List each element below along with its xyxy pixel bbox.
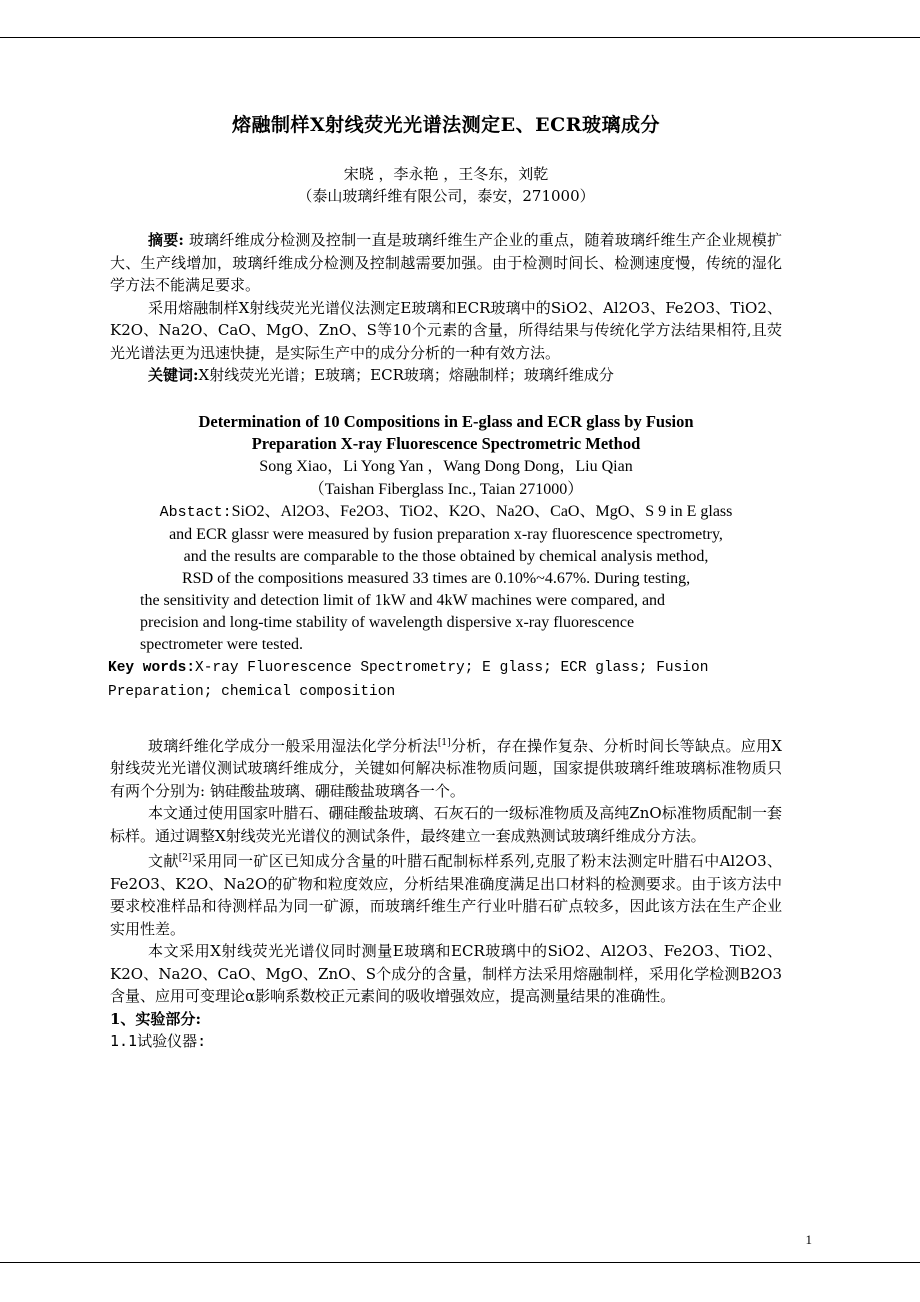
abstract-en-label: Abstact: [159, 503, 232, 521]
citation-1: [1] [437, 737, 451, 748]
paper-title-cn: 熔融制样X射线荧光光谱法测定E、ECR玻璃成分 [231, 114, 661, 136]
authors-en: Song Xiao，Li Yong Yan ，Wang Dong Dong，Liu Qian [259, 457, 633, 475]
header-rule [0, 37, 920, 38]
abstract-cn-p1 [110, 229, 782, 297]
keywords-en-text: X-ray Fluorescence Spectrometry; E glass; ECR glass; Fusion Preparation; chemical composition [108, 659, 709, 700]
body-p3 [110, 847, 782, 940]
abstract-cn-p2: 采用熔融制样X射线荧光光谱仪法测定E玻璃和ECR玻璃中的SiO2、Al2O3、Fe2O3、TiO2、K2O、Na2O、CaO、MgO、ZnO、S等10个元素的含量，所得结果与传统化学方法结果相符,且荧光光谱法更为迅速快捷，是实际生产中的成分分析的一种有效方法。 [110, 298, 782, 362]
footer-rule [0, 1262, 920, 1263]
body-p4: 本文采用X射线荧光光谱仪同时测量E玻璃和ECR玻璃中的SiO2、Al2O3、Fe2O3、TiO2、K2O、Na2O、CaO、MgO、ZnO、S个成分的含量，制样方法采用熔融制样，采用化学检测B2O3含量、应用可变理论α影响系数校正元素间的吸收增强效应，提高测量结果的准确性。 [110, 942, 782, 1005]
abstract-en-line7: spectrometer were tested. [140, 635, 304, 653]
abstract-cn-label: 摘要: [148, 231, 184, 249]
title-en-line2: Preparation X-ray Fluorescence Spectrometric Method [251, 433, 641, 453]
abstract-cn-p1-text: 玻璃纤维成分检测及控制一直是玻璃纤维生产企业的重点，随着玻璃纤维生产企业规模扩大、生产线增加，玻璃纤维成分检测及控制越需要加强。由于检测时间长、检测速度慢，传统的湿化学方法不能满足要求。 [110, 231, 782, 294]
section-heading-1: 1、实验部分: [110, 1009, 201, 1028]
abstract-en [110, 501, 782, 656]
abstract-en-line4: RSD of the compositions measured 33 times are 0.10%~4.67%. During testing, [182, 569, 691, 587]
abstract-en-line5: the sensitivity and detection limit of 1kW and 4kW machines were compared, and [140, 591, 666, 609]
page-number: 1 [805, 1232, 812, 1247]
body-p3-a: 文献 [148, 852, 179, 870]
keywords-cn-label: 关键词: [148, 366, 199, 384]
keywords-cn-text: X射线荧光光谱；E玻璃；ECR玻璃；熔融制样；玻璃纤维成分 [198, 366, 614, 384]
keywords-en-label: Key words: [108, 659, 196, 676]
keywords-cn [110, 364, 782, 387]
body-text [110, 732, 782, 1053]
paper-title-en [110, 411, 782, 455]
body-p2: 本文通过使用国家叶腊石、硼硅酸盐玻璃、石灰石的一级标准物质及高纯ZnO标准物质配制一套标样。通过调整X射线荧光光谱仪的测试条件，最终建立一套成熟测试玻璃纤维成分方法。 [110, 804, 782, 845]
body-p1-b: 分析，存在操作复杂、分析时间长等缺点。应用X射线荧光光谱仪测试玻璃纤维成分，关键如何解决标准物质问题，国家提供玻璃纤维玻璃标准物质只有两个分别为: 钠硅酸盐玻璃、硼硅酸盐玻璃各一个。 [110, 736, 782, 800]
abstract-en-line3: and the results are comparable to the those obtained by chemical analysis method, [183, 547, 709, 565]
authors-cn: 宋晓 ，李永艳 ，王冬东，刘乾 [343, 165, 549, 183]
abstract-en-line2: and ECR glassr were measured by fusion preparation x-ray fluorescence spectrometry, [169, 525, 723, 543]
body-p1 [110, 732, 782, 803]
abstract-en-line6: precision and long-time stability of wavelength dispersive x-ray fluorescence [140, 613, 635, 631]
abstract-en-line1 [110, 501, 782, 524]
affiliation-en: （Taishan Fiberglass Inc., Taian 271000） [308, 480, 584, 498]
title-en-line1: Determination of 10 Compositions in E-glass and ECR glass by Fusion [198, 411, 694, 431]
abstract-en-line1-text: SiO2、Al2O3、Fe2O3、TiO2、K2O、Na2O、CaO、MgO、S 9 in E glass [231, 502, 733, 520]
subsection-heading-1-1: 1.1试验仪器: [110, 1032, 207, 1050]
keywords-en [108, 656, 782, 704]
abstract-cn [110, 229, 782, 387]
body-p1-a: 玻璃纤维化学成分一般采用湿法化学分析法 [148, 736, 438, 755]
affiliation-cn: （泰山玻璃纤维有限公司，泰安，271000） [297, 187, 595, 205]
body-p3-b: 采用同一矿区已知成分含量的叶腊石配制标样系列,克服了粉末法测定叶腊石中Al2O3、Fe2O3、K2O、Na2O的矿物和粒度效应，分析结果准确度满足出口材料的检测要求。由于该方法中要求校准样品和待测样品为同一矿源，而玻璃纤维生产行业叶腊石矿点较多，因此该方法在生产企业实用性差。 [110, 852, 782, 938]
citation-2: [2] [178, 853, 192, 863]
paper-page [110, 110, 782, 1053]
